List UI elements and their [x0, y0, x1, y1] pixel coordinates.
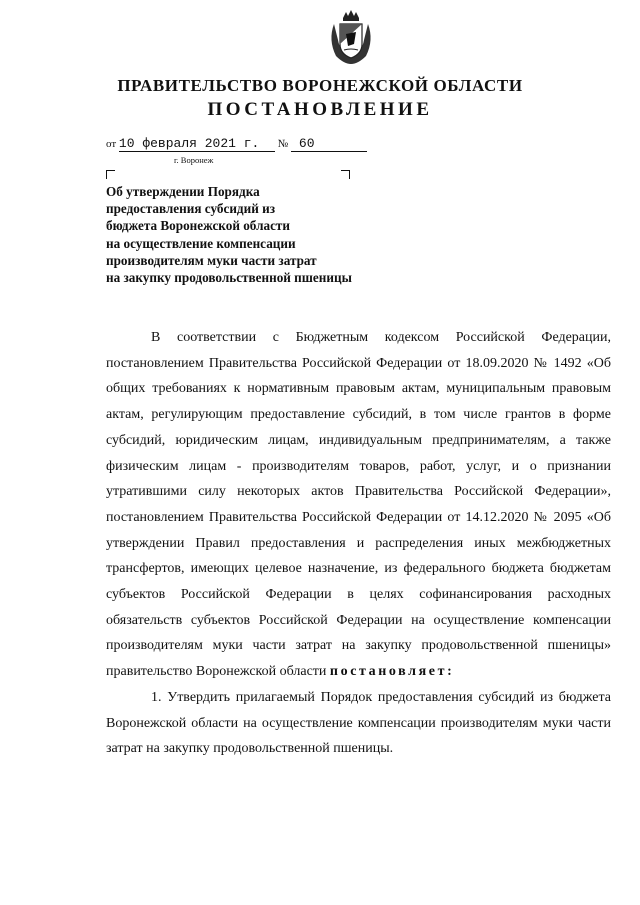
document-subject [106, 183, 352, 286]
document-number: 60 [291, 136, 367, 152]
subject-line: бюджета Воронежской области [106, 218, 290, 234]
document-date: 10 февраля 2021 г. [119, 136, 275, 152]
preamble-text: В соответствии с Бюджетным кодексом Российской Федерации, постановлением Правительства Российской Федерации от 18.09.2020 № 1492 «Об общих требованиях к нормативным правовым актам, муниципальным правовым актам, регулирующим предоставление субсидий, в том числе грантов в форме субсидий, юридическим лицам, индивидуальным предпринимателям, а также физическим лицам - производителям товаров, работ, услуг, и о признании утратившими силу некоторых актов Правительства Российской Федерации», постановлением Правительства Российской Федерации от 14.12.2020 № 2095 «Об утверждении Правил предоставления и распределения иных межбюджетных трансфертов, имеющих целевое назначение, из федерального бюджета бюджетам субъектов Российской Федерации в целях софинансирования расходных обязательств субъектов Российской Федерации на осуществление компенсации производителям муки части затрат на закупку продовольственной пшеницы» правительство Воронежской области [106, 330, 611, 680]
city-label: г. Воронеж [174, 155, 214, 165]
number-label: № [277, 138, 289, 150]
subject-line: производителям муки части затрат [106, 252, 317, 268]
coat-of-arms-emblem [326, 10, 376, 65]
subject-line: на осуществление компенсации [106, 235, 296, 251]
decree-word: постановляет: [329, 664, 455, 680]
preamble-paragraph [106, 325, 611, 685]
clause-1-paragraph: 1. Утвердить прилагаемый Порядок предоставления субсидий из бюджета Воронежской области на осуществление компенсации производителям муки части затрат на закупку продовольственной пшеницы. [106, 689, 611, 757]
organization-name: ПРАВИТЕЛЬСТВО ВОРОНЕЖСКОЙ ОБЛАСТИ [117, 76, 523, 95]
document-type: ПОСТАНОВЛЕНИЕ [207, 99, 433, 120]
document-body [106, 325, 611, 762]
subject-line: Об утверждении Порядка [106, 184, 260, 199]
subject-corner-mark-left [106, 170, 115, 179]
from-label: от [106, 138, 117, 150]
subject-line: предоставления субсидий из [106, 201, 275, 217]
date-number-line [106, 136, 367, 152]
subject-line: на закупку продовольственной пшеницы [106, 270, 352, 286]
subject-corner-mark-right [341, 170, 350, 179]
